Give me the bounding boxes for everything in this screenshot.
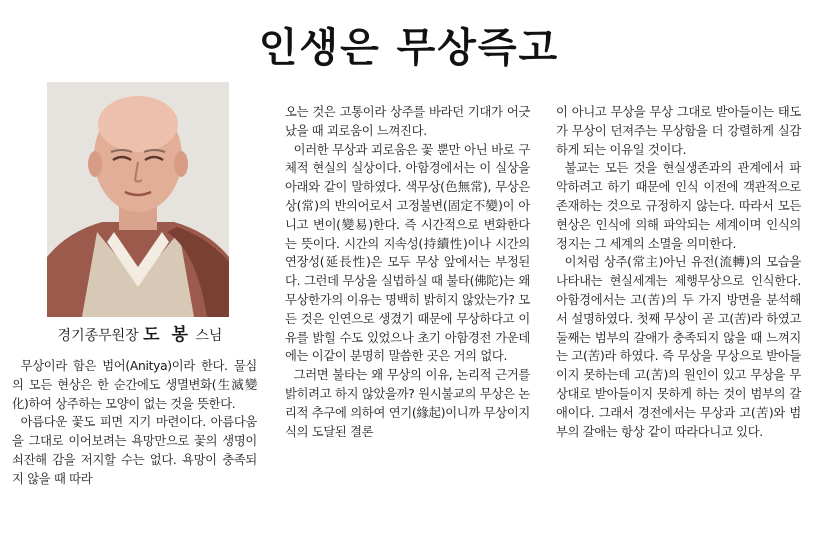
paragraph: 이 아니고 무상을 무상 그대로 받아들이는 태도가 무상이 던져주는 무상함을 더 강렬하게 실감하게 되는 이유일 것이다.: [556, 105, 801, 157]
column-3: [556, 103, 801, 441]
paragraph: 불교는 모든 것을 현실생존과의 관계에서 파악하려고 하기 때문에 인식 이전에 객관적으로 존재하는 것으로 규정하지 않는다. 따라서 모든 현상은 인식에 의해 파악되는 세계이며 인식의 정지는 그 세계의 소멸을 의미한다.: [556, 161, 801, 251]
author-org: 경기종무원장: [57, 328, 139, 344]
author-suffix: 스님: [195, 328, 223, 344]
paragraph: 이러한 무상과 괴로움은 꽃 뿐만 아닌 바로 구체적 현실의 실상이다. 아함경에서는 이 실상을 아래와 같이 말하였다. 색무상(色無常), 무상은 상(常)의 반의어로서 고정불변(固定不變)이 아니고 변이(變易)한다. 즉 시간적으로 변화한다는 뜻이다. 시간의 지속성(持續性)이나 시간의 연장성(延長性)은 모두 무상 앞에서는 부정된다. 그런데 무상을 실법하실 때 불타(佛陀)는 왜 무상한가의 이유는 명백히 밝히지 않았는가? 모든 것은 인연으로 생겼기 때문에 무상하다고 이유를 밝힐 수도 있었으나 초기 아함경전 가운데에는 이같이 분명히 말씀한 곳은 거의 없다.: [285, 142, 530, 364]
portrait-illustration: [47, 82, 229, 317]
column-2: [285, 103, 530, 441]
headline: 인생은 무상즉고: [258, 25, 560, 71]
author-name: 도 봉: [143, 325, 191, 345]
byline: [0, 325, 280, 346]
paragraph: 오는 것은 고통이라 상주를 바라던 기대가 어긋났을 때 괴로움이 느껴진다.: [285, 105, 530, 138]
column-1: [12, 357, 257, 489]
paragraph: 이처럼 상주(常主)아닌 유전(流轉)의 모습을 나타내는 현실세계는 제행무상으로 인식한다. 아함경에서는 고(苦)의 두 가지 방면을 분석해서 설명하였다. 첫째 무상이 곧 고(苦)라 하였고 둘째는 범부의 갈애가 충족되지 않을 때 느껴지는 고(苦)라 하였다. 즉 무상을 무상으로 받아들이지 못하는데 고(苦)의 원인이 있고 무상을 무상대로 받아들이지 못하게 하는 것이 범부의 갈애이다. 그래서 경전에서는 무상과 고(苦)와 범부의 갈애는 항상 같이 따라다니고 있다.: [556, 255, 801, 439]
paragraph: 아름다운 꽃도 피면 지기 마련이다. 아름다움을 그대로 이어보려는 욕망만으로 꽃의 생명이 쇠잔해 감을 저지할 수는 없다. 욕망이 충족되지 않을 때 따라: [12, 415, 257, 486]
paragraph: 그러면 불타는 왜 무상의 이유, 논리적 근거를 밝히려고 하지 않았을까? 원시불교의 무상은 논리적 추구에 의하여 연기(緣起)이니까 무상이지 식의 도달된 결론: [285, 368, 530, 439]
paragraph: 무상이라 함은 범어(Anitya)이라 한다. 물심의 모든 현상은 한 순간에도 생멸변화(生滅變化)하여 상주하는 모양이 없는 것을 뜻한다.: [12, 359, 257, 411]
author-photo: [47, 82, 229, 317]
